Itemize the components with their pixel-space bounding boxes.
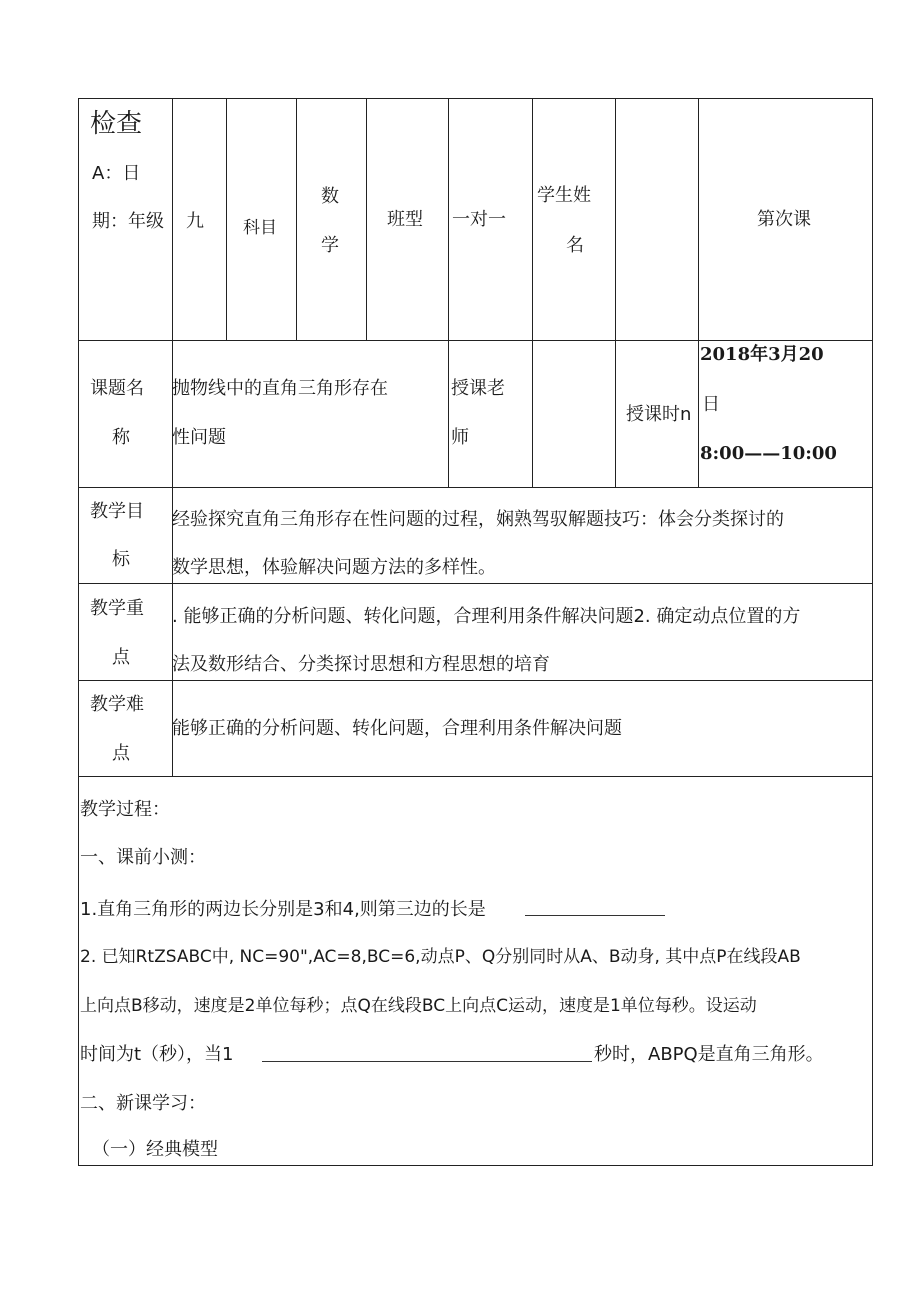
row-divider-topic xyxy=(78,487,873,488)
section-heading: 一、课前小测： xyxy=(80,847,206,868)
table-top-border xyxy=(78,98,873,99)
row-divider-header xyxy=(78,340,873,341)
goal-text: 经验探究直角三角形存在性问题的过程，娴熟驾驭解题技巧：体会分类探讨的 xyxy=(172,509,784,530)
goal-label: 教学目 xyxy=(90,501,144,522)
row-divider-difficult xyxy=(78,776,873,777)
question-2: 2. 已知RtZSABC中, NC=90",AC=8,BC=6,动点P、Q分别同时从A、B动身, 其中点P在线段AB xyxy=(80,947,801,967)
student-name-label: 学生姓 xyxy=(537,185,591,206)
key-text: 法及数形结合、分类探讨思想和方程思想的培育 xyxy=(172,654,550,675)
section-heading: 二、新课学习： xyxy=(80,1093,206,1114)
topic-col-divider xyxy=(448,340,449,488)
date-label: A：日 xyxy=(92,163,141,184)
lesson-date: 2018年3月20 xyxy=(700,344,824,365)
lesson-number-label: 第次课 xyxy=(757,209,811,230)
teacher-label: 授课老 xyxy=(451,378,505,399)
table-right-border xyxy=(872,98,873,1166)
student-name-label: 名 xyxy=(566,235,584,256)
topic-col-divider xyxy=(532,340,533,488)
subject-value: 学 xyxy=(321,235,339,256)
answer-blank[interactable] xyxy=(262,1061,592,1062)
row-divider-goal xyxy=(78,583,873,584)
key-label: 教学重 xyxy=(90,598,144,619)
topic-col-divider xyxy=(698,340,699,488)
lesson-date: 日 xyxy=(702,394,720,415)
lesson-time: 8:00——10:00 xyxy=(700,443,837,464)
difficult-text: 能够正确的分析问题、转化问题，合理利用条件解决问题 xyxy=(172,718,622,739)
topic-col-divider xyxy=(172,340,173,488)
key-text: . 能够正确的分析问题、转化问题，合理利用条件解决问题2. 确定动点位置的方 xyxy=(172,606,801,627)
question-2: 上向点B移动，速度是2单位每秒；点Q在线段BC上向点C运动，速度是1单位每秒。设运动 xyxy=(80,996,757,1016)
subject-label: 科目 xyxy=(243,218,277,238)
topic-value: 抛物线中的直角三角形存在 xyxy=(172,378,388,399)
subsection-heading: （一）经典模型 xyxy=(92,1139,218,1160)
row-divider-key xyxy=(78,680,873,681)
difficult-label: 点 xyxy=(112,743,130,764)
goal-label: 标 xyxy=(112,549,130,570)
process-title: 教学过程： xyxy=(80,799,170,820)
question-2: 秒时，ABPQ是直角三角形。 xyxy=(594,1044,824,1065)
lesson-time-label: 授课时n xyxy=(626,404,692,425)
grade-value: 九 xyxy=(186,211,204,232)
header-col-divider xyxy=(698,98,699,341)
table-bottom-border xyxy=(78,1165,873,1166)
question-2: 时间为t（秒），当1 xyxy=(80,1044,234,1065)
header-col-divider xyxy=(172,98,173,341)
key-label: 点 xyxy=(112,647,130,668)
header-col-divider xyxy=(448,98,449,341)
header-col-divider xyxy=(366,98,367,341)
difficult-label: 教学难 xyxy=(90,694,144,715)
answer-blank[interactable] xyxy=(525,915,665,916)
question-1: 1.直角三角形的两边长分别是3和4,则第三边的长是 xyxy=(80,899,486,920)
goal-text: 数学思想，体验解决问题方法的多样性。 xyxy=(172,557,496,578)
header-col-divider xyxy=(615,98,616,341)
teacher-label: 师 xyxy=(451,427,469,448)
grade-label: 期：年级 xyxy=(92,211,164,232)
table-left-border xyxy=(78,98,79,1166)
class-type-label: 班型 xyxy=(387,209,423,230)
class-type-value: 一对一 xyxy=(452,209,506,230)
check-label: 检查 xyxy=(90,109,143,139)
topic-label: 课题名 xyxy=(90,378,144,399)
topic-label: 称 xyxy=(112,427,130,448)
subject-value: 数 xyxy=(321,186,339,207)
header-col-divider xyxy=(226,98,227,341)
topic-col-divider xyxy=(615,340,616,488)
header-col-divider xyxy=(532,98,533,341)
header-col-divider xyxy=(296,98,297,341)
topic-value: 性问题 xyxy=(172,427,226,448)
